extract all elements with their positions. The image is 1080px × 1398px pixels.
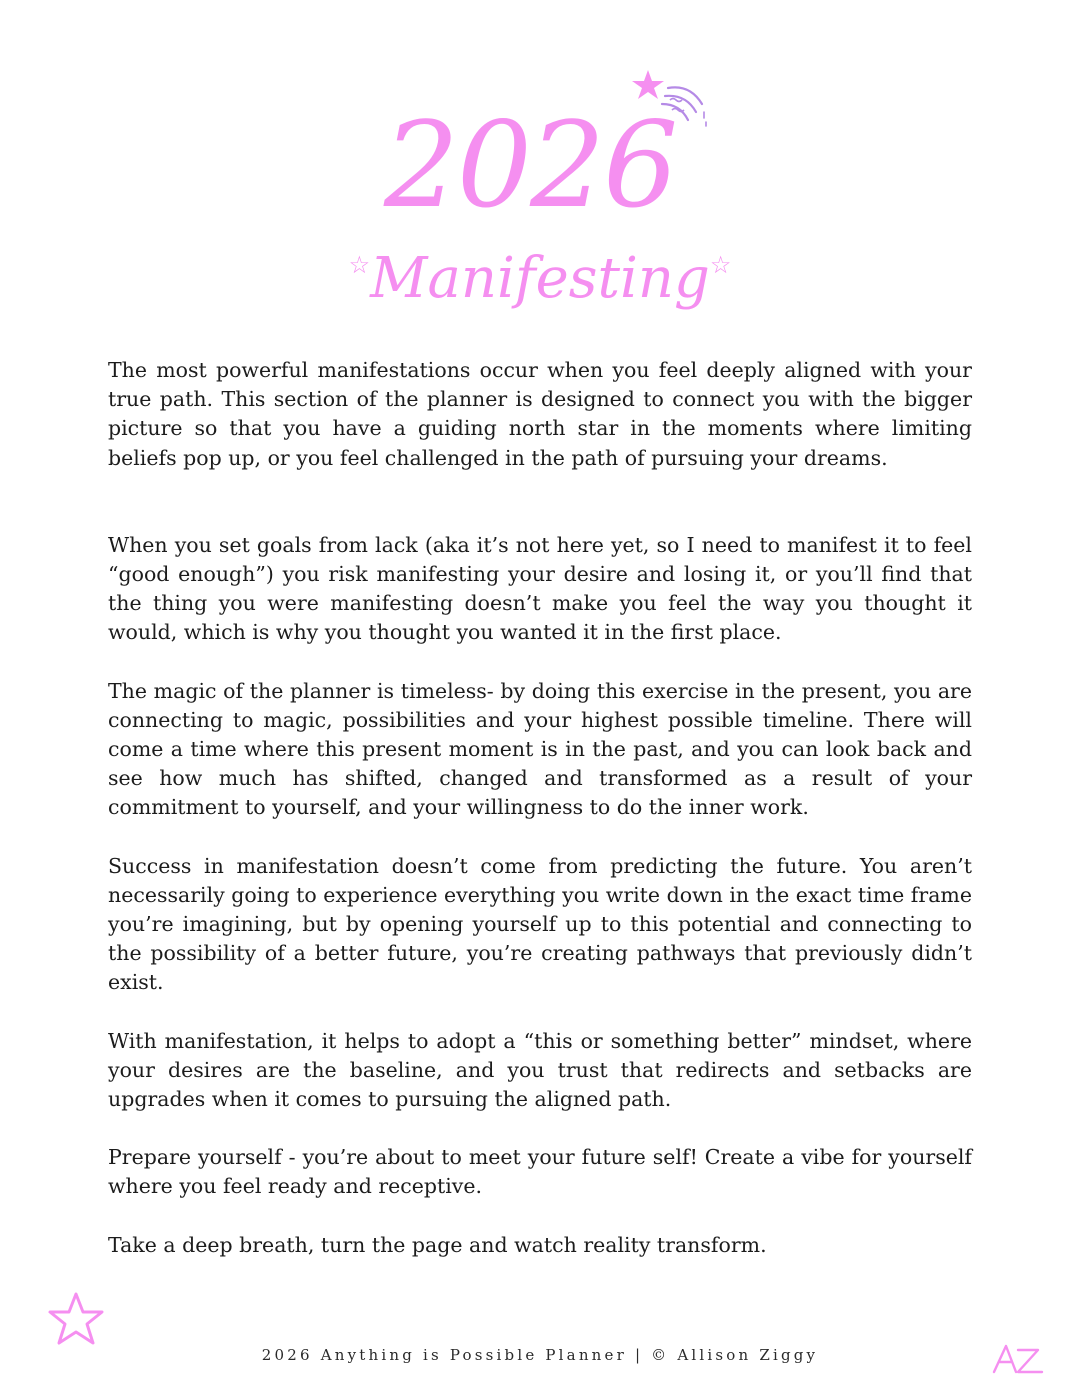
paragraph-4: Success in manifestation doesn’t come from predicting the future. You aren’t necessarily going to experience everything you write down in the exact time frame you’re imagining, but by opening yourself up to this potential and connecting to the possibility of a better future, you’re creating pathways that previously didn’t exist. [108, 853, 972, 995]
subtitle-text: Manifesting [370, 246, 710, 311]
paragraph-1: The most powerful manifestations occur when you feel deeply aligned with your true path. This section of the planner is designed to connect you with the bigger picture so that you have a guiding north star in the moments where limiting beliefs pop up, or you feel challenged in the path of pursuing your dreams. [108, 358, 972, 470]
paragraph-5: With manifestation, it helps to adopt a “this or something better” mindset, where your desires are the baseline, and you trust that redirects and setbacks are upgrades when it comes to pursuing the aligned path. [108, 1028, 972, 1112]
page-title-year: 2026 [383, 96, 677, 234]
paragraph-7: Take a deep breath, turn the page and watch reality transform. [108, 1232, 767, 1257]
paragraph-3: The magic of the planner is timeless- by doing this exercise in the present, you are connecting to magic, possibilities and your highest possible timeline. There will come a time where this present moment is in the past, and you can look back and see how much has shifted, changed and transformed as a result of your commitment to yourself, and your willingness to do the inner work. [108, 678, 972, 820]
paragraph-6: Prepare yourself - you’re about to meet your future self! Create a vibe for yourself where you feel ready and receptive. [108, 1145, 972, 1199]
page-subtitle [340, 232, 740, 312]
page-footer: 2026 Anything is Possible Planner | © Allison Ziggy [261, 1346, 819, 1364]
page-header [0, 0, 1080, 320]
az-logo-icon [990, 1340, 1050, 1376]
paragraph-2: When you set goals from lack (aka it’s not here yet, so I need to manifest it to feel “good enough”) you risk manifesting your desire and losing it, or you’ll find that the thing you were manifesting doesn’t make you feel the way you thought it would, which is why you thought you wanted it in the first place. [108, 532, 972, 645]
small-star-left-icon: ☆ [348, 251, 371, 279]
star-outline-icon [46, 1290, 106, 1350]
small-star-right-icon: ☆ [709, 251, 732, 279]
body-content [108, 356, 972, 1289]
svg-text:AZ: AZ [990, 1340, 992, 1341]
